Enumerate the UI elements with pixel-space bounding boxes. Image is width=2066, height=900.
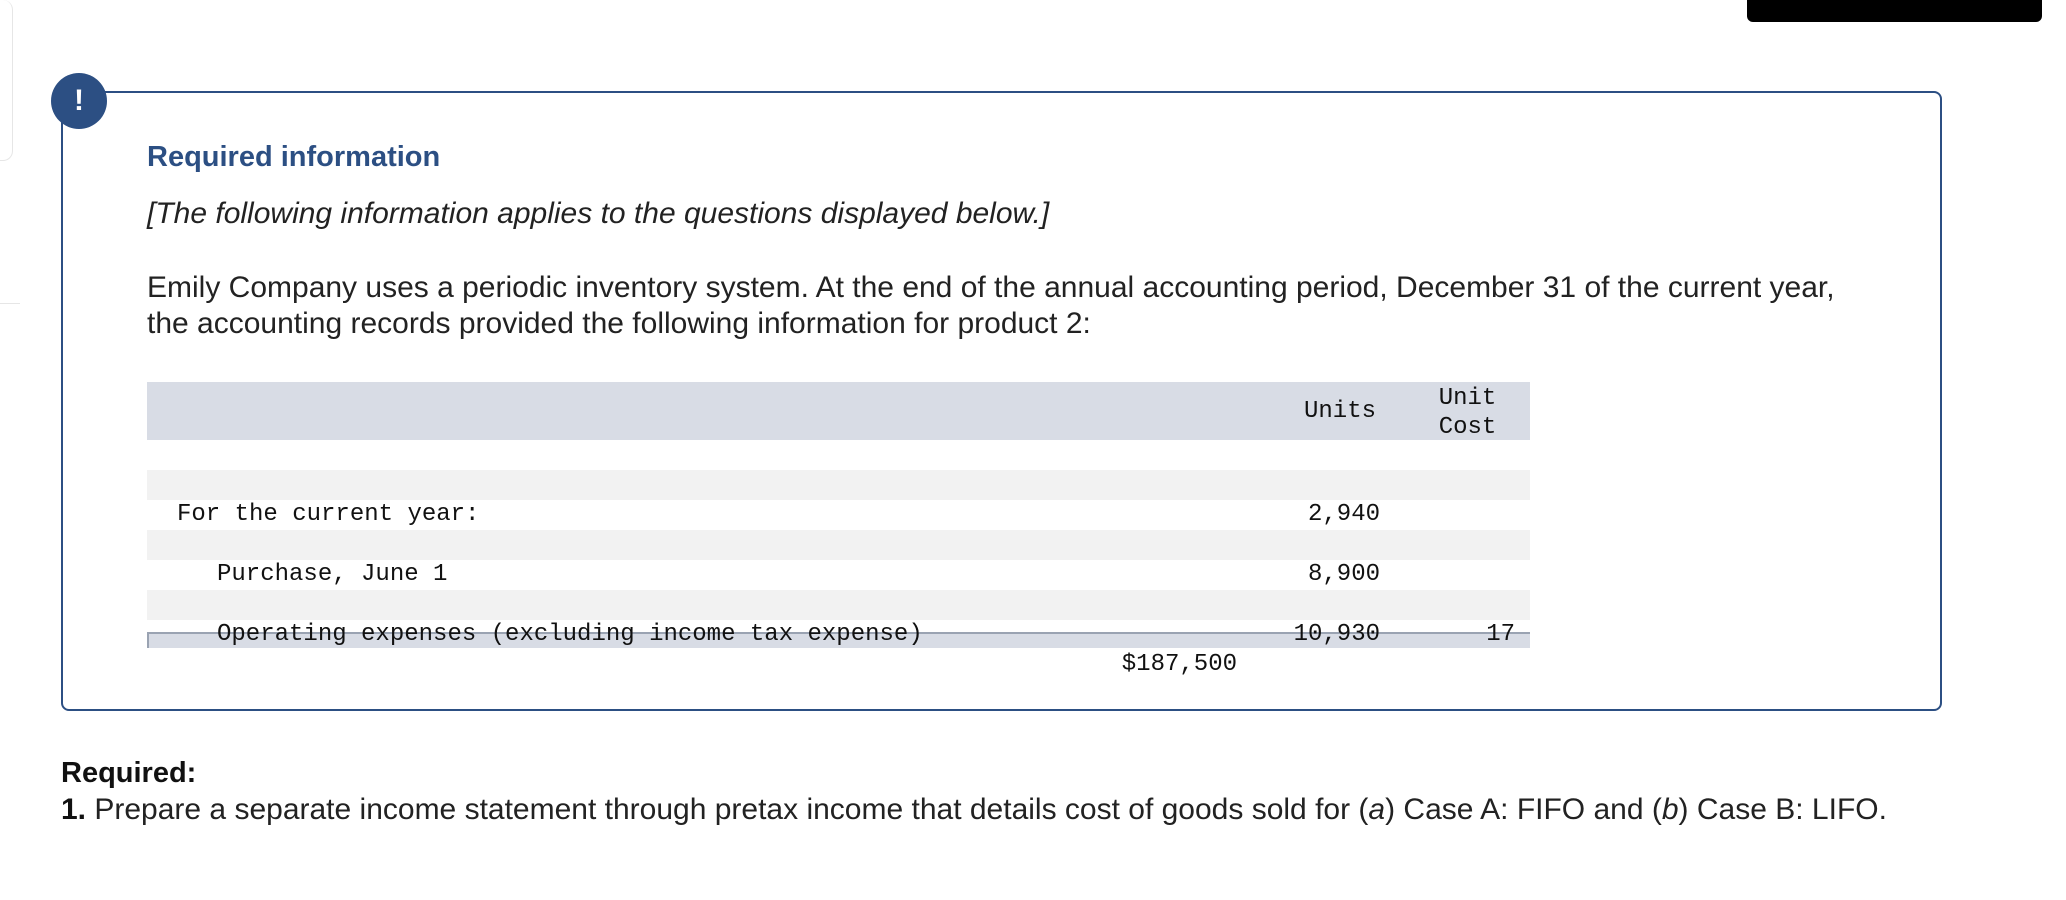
case-b-letter: b	[1661, 793, 1679, 826]
row-units: 2,940	[1307, 501, 1380, 528]
side-panel-edge	[0, 0, 13, 161]
required-question	[61, 791, 1941, 828]
row-units: 8,900	[1307, 561, 1380, 588]
question-number: 1.	[61, 793, 87, 826]
row-label: Purchase, June 1	[217, 561, 448, 588]
question-text-1: Prepare a separate income statement through pretax income that details cost of goods sold for (	[86, 793, 1369, 826]
question-text-2: ) Case A: FIFO and (	[1385, 793, 1662, 826]
row-label: For the current year:	[177, 501, 480, 528]
header-unit-cost-line1: Unit	[1438, 385, 1497, 412]
info-title: Required information	[147, 141, 441, 173]
case-a-letter: a	[1368, 793, 1386, 826]
inventory-table	[147, 382, 1530, 678]
question-text-3: ) Case B: LIFO.	[1678, 793, 1887, 826]
side-divider	[0, 303, 20, 304]
info-description: Emily Company uses a periodic inventory system. At the end of the annual accounting period, December 31 of the current year, the accounting records provided the following information for product 2:	[147, 271, 1835, 340]
table-header	[147, 382, 1530, 440]
header-unit-cost	[1405, 384, 1530, 442]
row-units: 10,930	[1293, 621, 1380, 648]
row-label: Operating expenses (excluding income tax expense)	[217, 621, 923, 648]
row-amount: $187,500	[1121, 651, 1237, 678]
info-intro: [The following information applies to the questions displayed below.]	[147, 197, 1050, 230]
header-unit-cost-line2: Cost	[1438, 414, 1497, 441]
required-title: Required:	[61, 757, 197, 789]
header-units: Units	[1303, 398, 1376, 425]
top-right-button[interactable]	[1747, 0, 2042, 22]
alert-icon: !	[51, 73, 107, 129]
row-cost: 17	[1486, 621, 1515, 648]
